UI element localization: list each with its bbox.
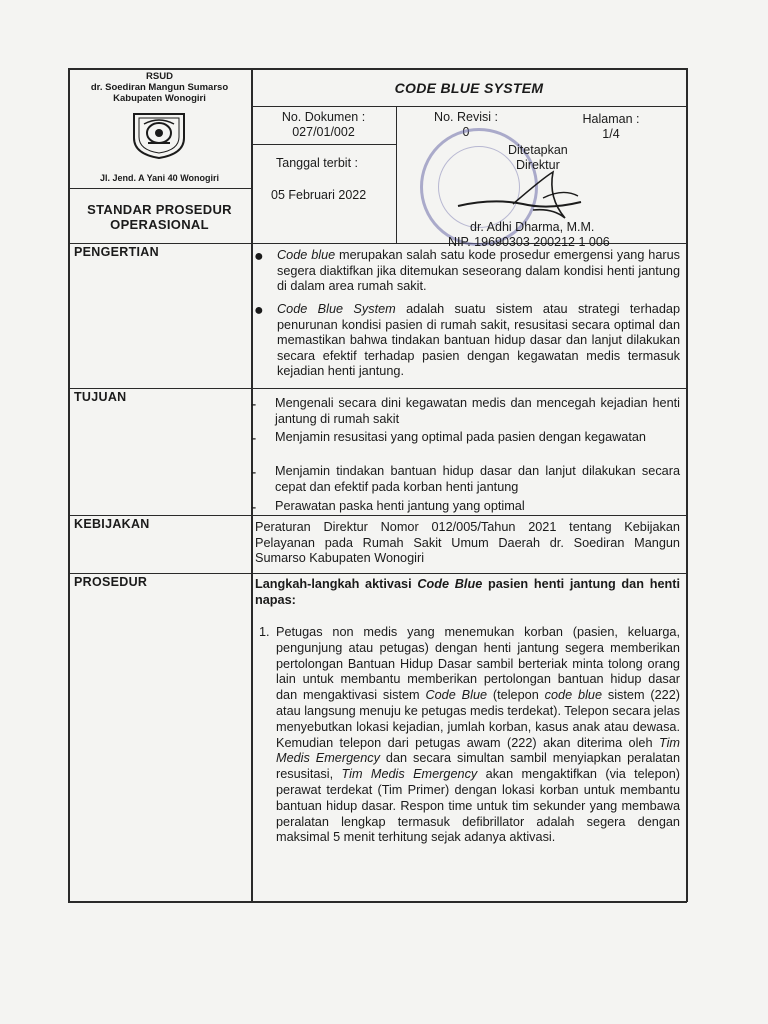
sop-title-line1: STANDAR PROSEDUR <box>87 202 232 217</box>
approval-label: Ditetapkan <box>508 143 568 157</box>
step-number: 1. <box>259 625 270 639</box>
tujuan-item-1: - Mengenali secara dini kegawatan medis dan mencegah kejadian henti jantung di rumah sakit <box>251 396 680 426</box>
revision-label: No. Revisi : <box>434 110 498 124</box>
signature <box>453 168 593 228</box>
page-value: 1/4 <box>602 127 620 141</box>
sop-document <box>68 68 687 902</box>
prosedur-intro: Langkah-langkah aktivasi Code Blue pasien henti jantung dan henti napas: <box>255 577 680 607</box>
pengertian-item-1: ● Code blue merupakan salah satu kode prosedur emergensi yang harus segera diaktifkan jika ditemukan seseorang dalam kondisi henti jantung di dalam area rumah sakit. <box>254 248 680 294</box>
signer-nip: NIP. 19690303 200212 1 006 <box>448 235 610 249</box>
prosedur-step-1: Petugas non medis yang menemukan korban (pasien, keluarga, pengunjung atau petugas) dengan henti jantung segera memberikan pertolongan Bantuan Hidup Dasar sambil berteriak minta tolong orang lain untuk membantu memberikan pertolongan bantuan hidup dasar dan mengaktivasi sistem Code Blue (telepon code blue sistem (222) atau langsung menuju ke petugas medis terdekat). Telepon secara jelas menyebutkan lokasi kejadian, jumlah korban, kasus anak atau dewasa. Kemudian telepon dari petugas awam (222) akan diterima oleh Tim Medis Emergency dan secara simultan sambil menyiapkan peralatan resusitasi, Tim Medis Emergency akan mengaktifkan (via telepon) perawat terdekat (Tim Primer) dengan lokasi korban untuk membantu bantuan hidup dasar. Respon time untuk tim sekunder yang membawa peralatan lengkap termasuk defibrillator adalah segera dengan maksimal 5 menit terhitung sejak adanya aktivasi. <box>276 625 681 845</box>
pengertian-item-2: ● Code Blue System adalah suatu sistem atau strategi terhadap penurunan kondisi pasien di rumah sakit, resusitasi secara optimal dan memastikan bahwa tindakan bantuan hidup dasar dan lanjut dilakukan secara efektif terhadap pasien dengan kegawatan medis termasuk kejadian henti jantung. <box>254 302 680 379</box>
document-title: CODE BLUE SYSTEM <box>394 80 544 96</box>
section-label-pengertian: PENGERTIAN <box>74 245 159 259</box>
approval-role: Direktur <box>516 158 560 172</box>
sop-title-line2: OPERASIONAL <box>110 217 209 232</box>
hospital-name: dr. Soediran Mangun Sumarso <box>90 82 229 93</box>
tujuan-item-2: - Menjamin resusitasi yang optimal pada pasien dengan kegawatan <box>251 430 646 447</box>
tujuan-item-4: - Perawatan paska henti jantung yang optimal <box>251 499 525 516</box>
hospital-region: Kabupaten Wonogiri <box>113 93 206 104</box>
bullet-icon: ● <box>254 248 264 265</box>
doc-number-value: 027/01/002 <box>292 125 355 139</box>
kebijakan-text: Peraturan Direktur Nomor 012/005/Tahun 2021 tentang Kebijakan Pelayanan pada Rumah Sakit Umum Daerah dr. Soediran Mangun Sumarso Kabupaten Wonogiri <box>255 520 680 566</box>
hospital-type: RSUD <box>146 71 173 82</box>
section-label-prosedur: PROSEDUR <box>74 575 148 589</box>
signer-name: dr. Adhi Dharma, M.M. <box>470 220 595 234</box>
issue-date-value: 05 Februari 2022 <box>271 188 367 202</box>
bullet-icon: ● <box>254 302 264 319</box>
doc-number-label: No. Dokumen : <box>281 110 366 124</box>
issue-date-label: Tanggal terbit : <box>276 156 358 170</box>
section-label-tujuan: TUJUAN <box>74 390 127 404</box>
section-label-kebijakan: KEBIJAKAN <box>74 517 150 531</box>
hospital-logo <box>130 108 188 160</box>
page-label: Halaman : <box>582 112 640 126</box>
tujuan-item-3: - Menjamin tindakan bantuan hidup dasar dan lanjut dilakukan secara cepat dan efektif pada korban henti jantung <box>251 464 680 494</box>
revision-value: 0 <box>462 125 470 139</box>
hospital-address: Jl. Jend. A Yani 40 Wonogiri <box>99 173 220 183</box>
